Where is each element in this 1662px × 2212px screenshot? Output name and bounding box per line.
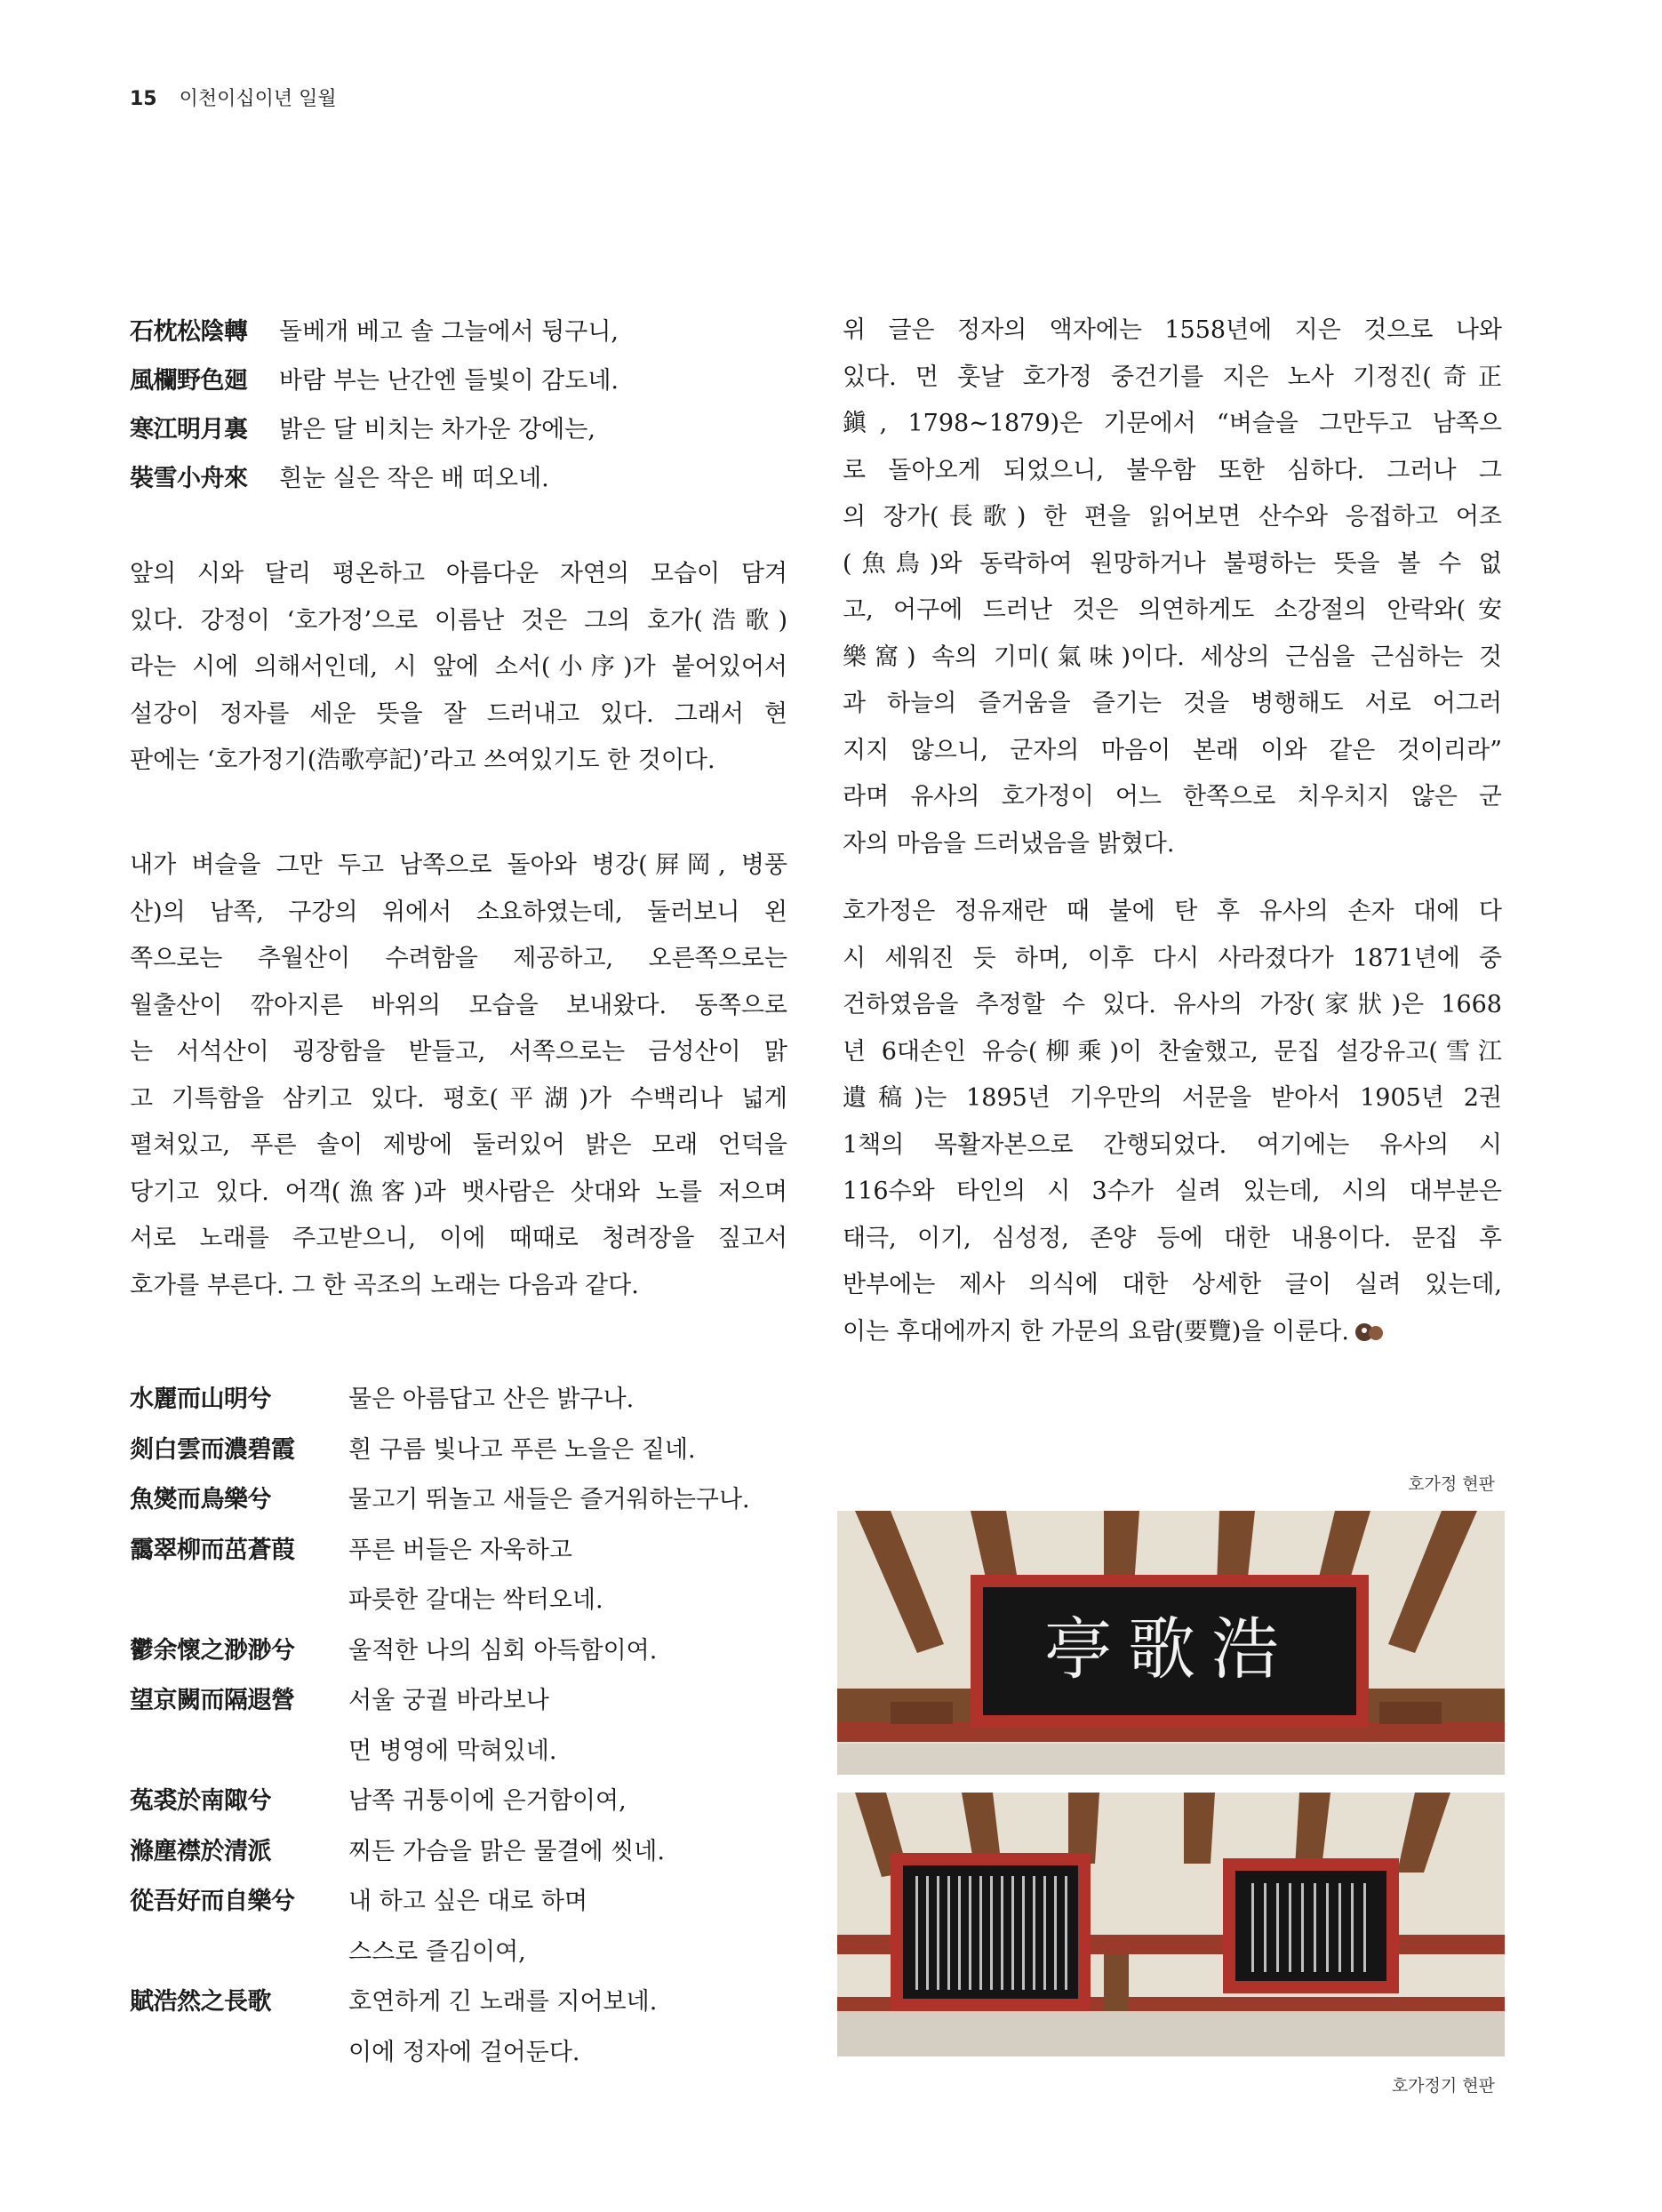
text-line: 내가 벼슬을 그만 두고 남쪽으로 돌아와 병강(屛岡, 병풍 xyxy=(130,851,787,879)
text-line: 고, 어구에 드러난 것은 의연하게도 소강절의 안락와(安 xyxy=(843,596,1502,624)
poem-line xyxy=(130,1526,750,1577)
text-line: 쪽으로는 추월산이 수려함을 제공하고, 오른쪽으로는 xyxy=(130,945,787,972)
text-line: 월출산이 깎아지른 바위의 모습을 보내왔다. 동쪽으로 xyxy=(130,991,787,1019)
text-line: 펼쳐있고, 푸른 솔이 제방에 둘러있어 밝은 모래 언덕을 xyxy=(130,1131,787,1159)
signboard-photo xyxy=(837,1511,1505,1775)
poem-hanja: 賦浩然之長歌 xyxy=(130,1988,271,2016)
poem-hanja: 鬱余懷之渺渺兮 xyxy=(130,1636,295,1665)
poem-translation: 바람 부는 난간엔 들빛이 감도네. xyxy=(279,367,619,395)
poem-translation: 물고기 뛰놀고 새들은 즐거워하는구나. xyxy=(348,1486,750,1513)
gi-board-photo xyxy=(837,1793,1505,2056)
poem-line xyxy=(130,1626,750,1677)
poem-line xyxy=(130,307,619,356)
text-line: 는 서석산이 굉장함을 받들고, 서쪽으로는 금성산이 맑 xyxy=(130,1038,787,1066)
text-line: 태극, 이기, 심성정, 존양 등에 대한 내용이다. 문집 후 xyxy=(843,1224,1502,1252)
poem-translation: 푸른 버들은 자욱하고 xyxy=(348,1536,572,1564)
poem-translation: 찌든 가슴을 맑은 물결에 씻네. xyxy=(348,1837,665,1865)
text-line: 鎭, 1798~1879)은 기문에서 “벼슬을 그만두고 남쪽으 xyxy=(843,410,1502,437)
poem-line xyxy=(130,1928,750,1978)
photo-caption: 호가정기 현판 xyxy=(1391,2076,1495,2096)
text-line: 당기고 있다. 어객(漁客)과 뱃사람은 삿대와 노를 저으며 xyxy=(130,1178,787,1206)
poem-line xyxy=(130,356,619,405)
poem-hanja: 水麗而山明兮 xyxy=(130,1385,271,1413)
text-line: 지지 않으니, 군자의 마음이 본래 이와 같은 것이리라” xyxy=(843,736,1502,764)
poem-translation: 내 하고 싶은 대로 하며 xyxy=(348,1888,588,1915)
page-number: 15 xyxy=(130,88,157,110)
poem-translation: 이에 정자에 걸어둔다. xyxy=(348,2038,580,2066)
text-line: 반부에는 제사 의식에 대한 상세한 글이 실려 있는데, xyxy=(843,1271,1502,1298)
poem-hanja: 寒江明月裏 xyxy=(130,416,248,443)
poem-hanja: 菟裘於南陬兮 xyxy=(130,1787,271,1815)
text-line-content: 이는 후대에까지 한 가문의 요람(要覽)을 이룬다. xyxy=(843,1317,1349,1346)
text-line: 시 세워진 듯 하며, 이후 다시 사라졌다가 1871년에 중 xyxy=(843,944,1502,972)
poem-quatrain xyxy=(130,307,619,503)
poem-line xyxy=(130,1475,750,1526)
text-line: 년 6대손인 유승(柳乘)이 찬술했고, 문집 설강유고(雪江 xyxy=(843,1037,1502,1066)
text-line: 116수와 타인의 시 3수가 실려 있는데, 시의 대부분은 xyxy=(843,1178,1502,1205)
text-line: 앞의 시와 달리 평온하고 아름다운 자연의 모습이 담겨 xyxy=(130,560,787,587)
poem-line xyxy=(130,1777,750,1827)
poem-line xyxy=(130,1425,750,1476)
text-line: 과 하늘의 즐거움을 즐기는 것을 병행해도 서로 어그러 xyxy=(843,690,1502,717)
text-line: 樂窩) 속의 기미(氣味)이다. 세상의 근심을 근심하는 것 xyxy=(843,643,1502,671)
poem-line xyxy=(130,2028,750,2079)
text-line: (魚鳥)와 동락하여 원망하거나 불평하는 뜻을 볼 수 없 xyxy=(843,549,1502,578)
text-line: 호가를 부른다. 그 한 곡조의 노래는 다음과 같다. xyxy=(130,1271,639,1299)
poem-hanja: 風欄野色廻 xyxy=(130,367,248,395)
text-line: 산)의 남쪽, 구강의 위에서 소요하였는데, 둘러보니 왼 xyxy=(130,898,787,926)
text-line: 라며 유사의 호가정이 어느 한쪽으로 치우치지 않은 군 xyxy=(843,783,1502,811)
paragraph-history xyxy=(843,889,1502,1355)
poem-line xyxy=(130,1827,750,1878)
text-line: 위 글은 정자의 액자에는 1558년에 지은 것으로 나와 xyxy=(843,316,1502,344)
poem-line xyxy=(130,1676,750,1727)
poem-hanja: 剡白雲而濃碧霞 xyxy=(130,1435,295,1464)
poem-translation: 흰눈 실은 작은 배 떠오네. xyxy=(279,465,549,492)
poem-line xyxy=(130,454,619,503)
text-line: 의 장가(長歌) 한 편을 읽어보면 산수와 응접하고 어조 xyxy=(843,503,1502,531)
poem-hoga xyxy=(130,1375,750,2078)
poem-line xyxy=(130,1576,750,1626)
poem-translation: 남쪽 귀퉁이에 은거함이여, xyxy=(348,1787,627,1815)
poem-hanja: 滌塵襟於清派 xyxy=(130,1837,271,1865)
text-line: 설강이 정자를 세운 뜻을 잘 드러내고 있다. 그래서 현 xyxy=(130,699,787,728)
text-line: 遺稿)는 1895년 기우만의 서문을 받아서 1905년 2권 xyxy=(843,1084,1502,1112)
text-line: 호가정은 정유재란 때 불에 탄 후 유사의 손자 대에 다 xyxy=(843,898,1502,925)
hogajeonggi-board-image xyxy=(837,1793,1505,2056)
paragraph-gimunt-commentary xyxy=(843,307,1502,867)
poem-translation: 파릇한 갈대는 싹터오네. xyxy=(348,1586,603,1614)
poem-hanja: 從吾好而自樂兮 xyxy=(130,1888,295,1915)
poem-hanja: 裝雪小舟來 xyxy=(130,465,248,492)
text-line: 1책의 목활자본으로 간행되었다. 여기에는 유사의 시 xyxy=(843,1130,1502,1159)
poem-translation: 울적한 나의 심회 아득함이여. xyxy=(348,1636,658,1665)
hogajeong-signboard-image xyxy=(837,1511,1505,1775)
issue-title: 이천이십이년 일월 xyxy=(179,88,337,110)
text-line: 있다. 먼 훗날 호가정 중건기를 지은 노사 기정진(奇正 xyxy=(843,363,1502,391)
poem-translation: 흰 구름 빛나고 푸른 노을은 짙네. xyxy=(348,1435,696,1464)
paragraph-hogajeong-name xyxy=(130,551,787,785)
poem-translation: 먼 병영에 막혀있네. xyxy=(348,1737,557,1765)
end-mark-icon xyxy=(1354,1321,1385,1344)
text-line: 있다. 강정이 ‘호가정’으로 이름난 것은 그의 호가(浩歌) xyxy=(130,606,787,635)
poem-hanja: 靄翠柳而茁蒼葭 xyxy=(130,1536,295,1564)
poem-translation: 물은 아름답고 산은 밝구나. xyxy=(348,1385,635,1413)
poem-hanja: 魚爕而鳥樂兮 xyxy=(130,1486,271,1513)
poem-line xyxy=(130,1877,750,1928)
text-line: 자의 마음을 드러냈음을 밝혔다. xyxy=(843,829,1175,858)
page-header xyxy=(130,84,337,111)
poem-line xyxy=(130,1375,750,1425)
text-line: 판에는 ‘호가정기(浩歌亭記)’라고 쓰여있기도 한 것이다. xyxy=(130,747,715,774)
text-line: 서로 노래를 주고받으니, 이에 때때로 청려장을 짚고서 xyxy=(130,1225,787,1252)
text-line: 로 돌아오게 되었으니, 불우함 또한 심하다. 그러나 그 xyxy=(843,456,1502,484)
text-line: 건하였음을 추정할 수 있다. 유사의 가장(家狀)은 1668 xyxy=(843,991,1502,1018)
poem-translation: 돌베개 베고 솔 그늘에서 뒹구니, xyxy=(279,318,619,346)
poem-hanja: 石枕松陰轉 xyxy=(130,318,248,346)
poem-line xyxy=(130,1727,750,1777)
poem-translation: 밝은 달 비치는 차가운 강에는, xyxy=(279,416,595,443)
poem-line xyxy=(130,405,619,454)
poem-translation: 서울 궁궐 바라보나 xyxy=(348,1687,549,1714)
signboard-calligraphy: 亭歌浩 xyxy=(1044,1609,1295,1689)
text-line xyxy=(843,1309,1502,1356)
poem-hanja: 望京闕而隔遐營 xyxy=(130,1687,295,1714)
poem-translation: 스스로 즐김이여, xyxy=(348,1937,526,1966)
poem-line xyxy=(130,1977,750,2028)
text-line: 라는 시에 의해서인데, 시 앞에 소서(小序)가 붙어있어서 xyxy=(130,653,787,681)
paragraph-preface-quote xyxy=(130,842,787,1309)
poem-translation: 호연하게 긴 노래를 지어보네. xyxy=(348,1988,658,2016)
text-line: 고 기특함을 삼키고 있다. 평호(平湖)가 수백리나 넓게 xyxy=(130,1084,787,1113)
photo-caption: 호가정 현판 xyxy=(1408,1474,1495,1494)
